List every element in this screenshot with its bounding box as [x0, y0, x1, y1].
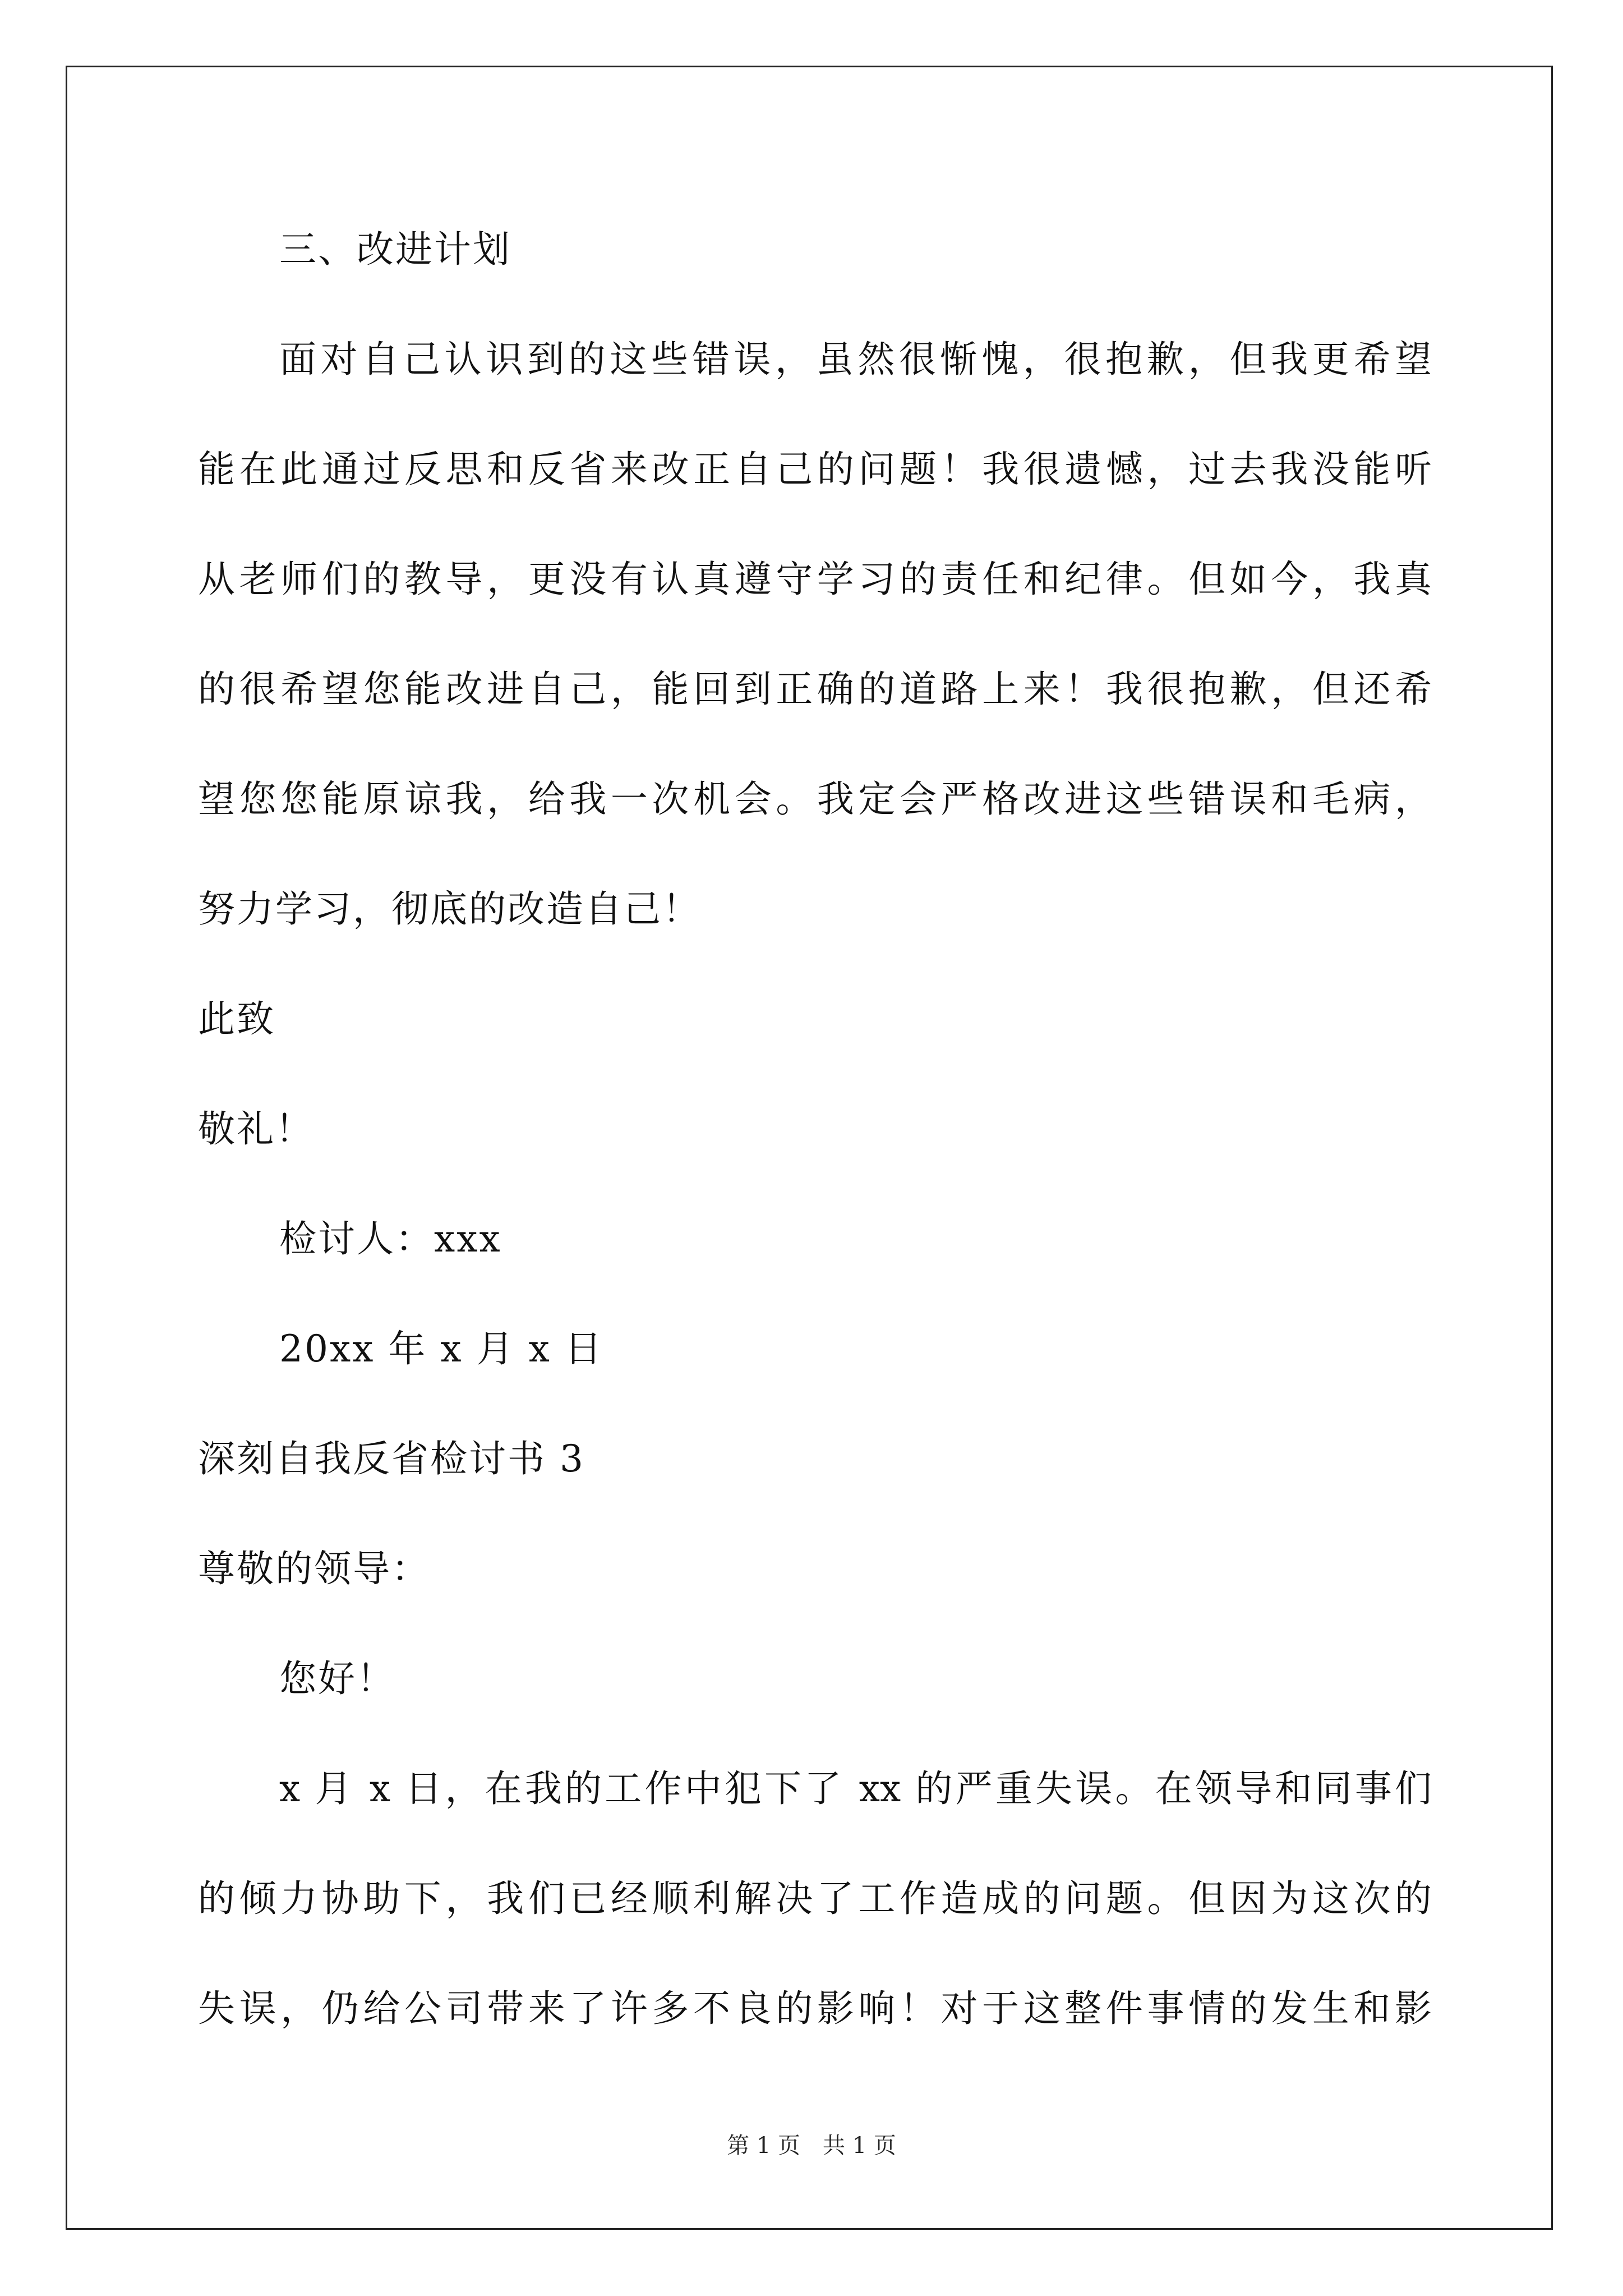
- paragraph-line: 能在此通过反思和反省来改正自己的问题！我很遗憾，过去我没能听: [198, 448, 1432, 491]
- paragraph-line: 失误，仍给公司带来了许多不良的影响！对于这整件事情的发生和影: [198, 1987, 1432, 2030]
- document-title: 深刻自我反省检讨书 3: [198, 1437, 585, 1480]
- paragraph-line: 努力学习，彻底的改造自己！: [198, 887, 701, 931]
- date-line: 20xx 年 x 月 x 日: [279, 1327, 603, 1370]
- paragraph-line: x 月 x 日，在我的工作中犯下了 xx 的严重失误。在领导和同事们: [279, 1767, 1432, 1810]
- paragraph-line: 望您您能原谅我，给我一次机会。我定会严格改进这些错误和毛病，: [198, 777, 1432, 821]
- paragraph-line: 从老师们的教导，更没有认真遵守学习的责任和纪律。但如今，我真: [198, 558, 1432, 601]
- closing-salute: 敬礼！: [198, 1107, 314, 1151]
- paragraph-line: 的倾力协助下，我们已经顺利解决了工作造成的问题。但因为这次的: [198, 1877, 1432, 1920]
- salutation: 尊敬的领导：: [198, 1547, 430, 1590]
- signature-line: 检讨人：xxx: [279, 1217, 502, 1260]
- page-number-footer: 第 1 页 共 1 页: [727, 2133, 896, 2159]
- paragraph-line: 的很希望您能改进自己，能回到正确的道路上来！我很抱歉，但还希: [198, 668, 1432, 711]
- greeting: 您好！: [279, 1657, 395, 1700]
- paragraph-line: 面对自己认识到的这些错误，虽然很惭愧，很抱歉，但我更希望: [279, 338, 1432, 381]
- closing-line: 此致: [198, 997, 275, 1041]
- section-heading: 三、改进计划: [279, 228, 511, 271]
